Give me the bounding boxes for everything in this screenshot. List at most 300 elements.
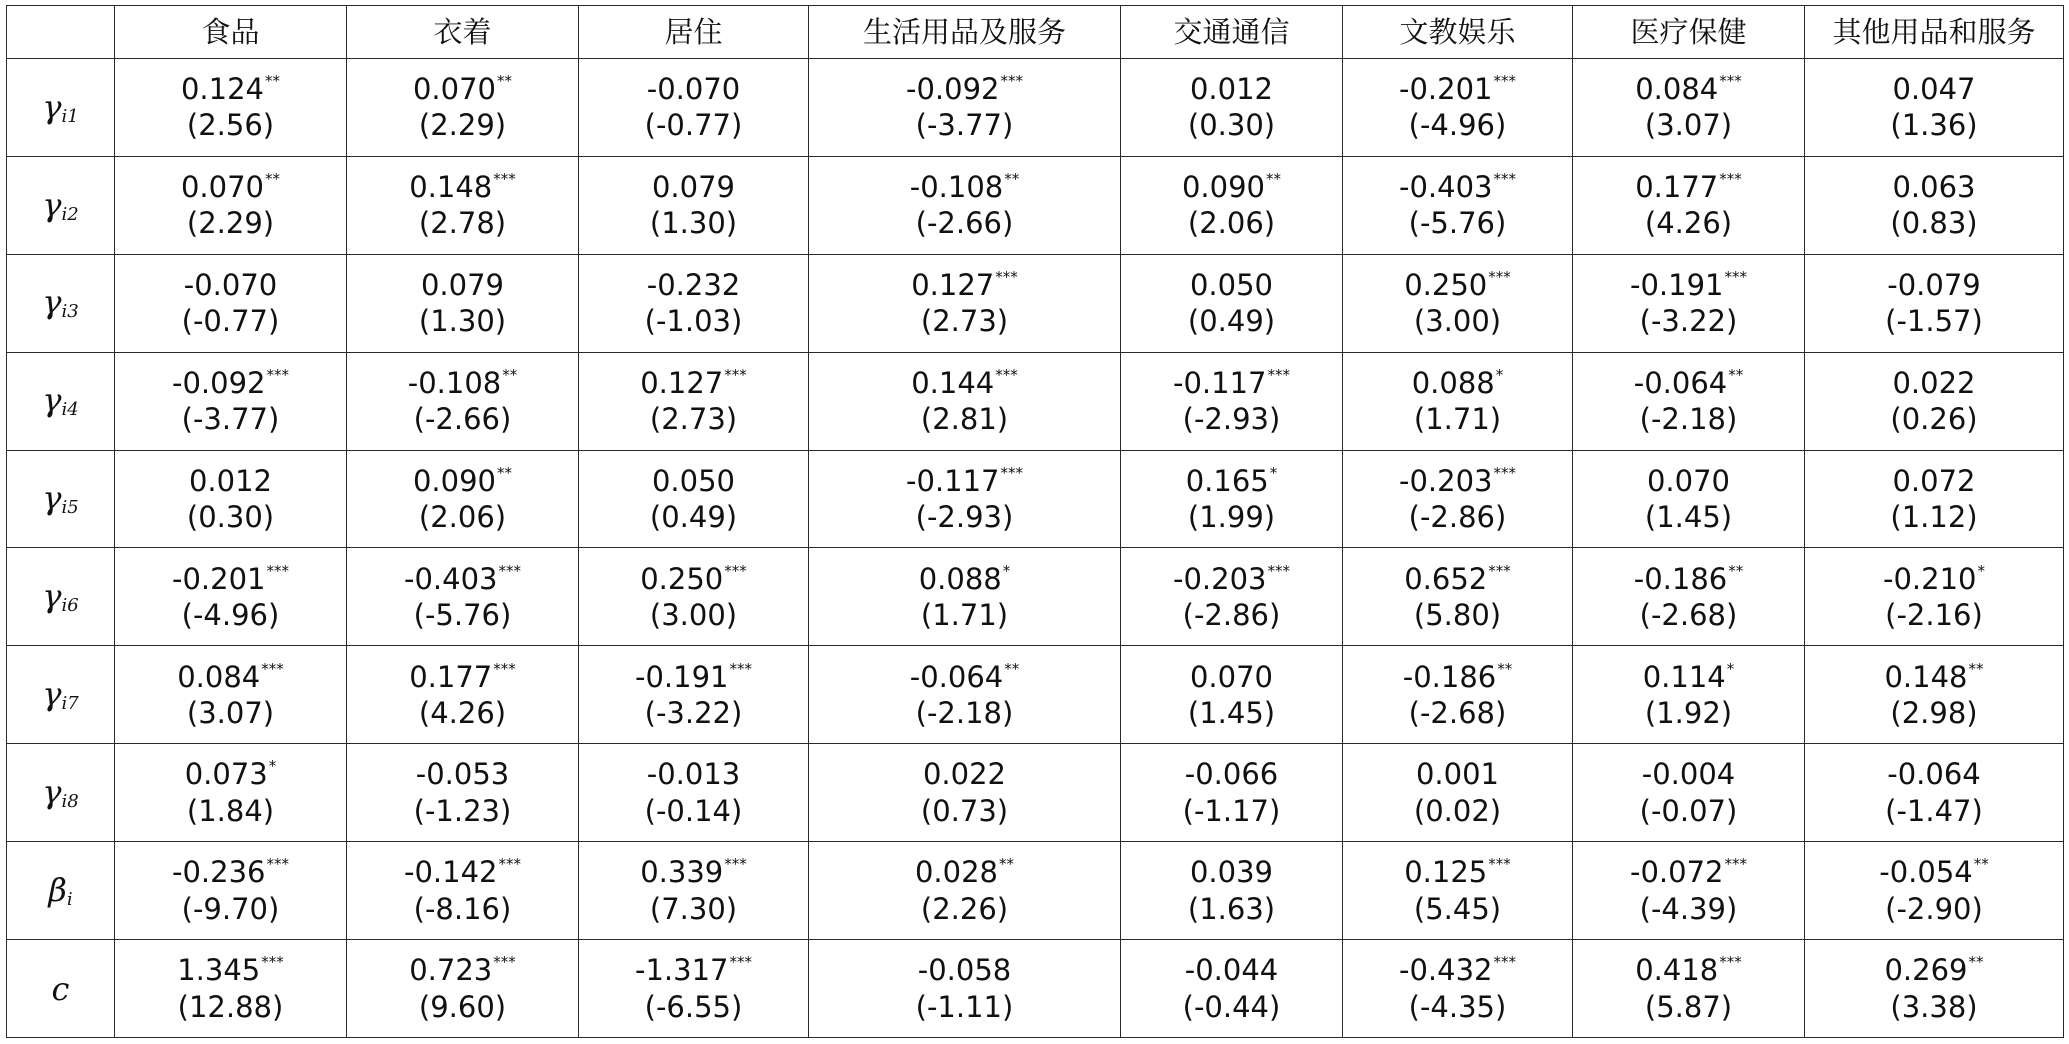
coefficient-value: 0.339 bbox=[640, 855, 724, 890]
coefficient-value: -0.072 bbox=[1630, 855, 1724, 890]
coefficient-line bbox=[115, 561, 346, 597]
coefficient-line bbox=[579, 169, 808, 205]
estimate-cell bbox=[1343, 156, 1573, 254]
t-statistic: (5.45) bbox=[1413, 891, 1502, 926]
t-statistic: (1.12) bbox=[1890, 500, 1978, 534]
coefficient-value: -0.232 bbox=[646, 267, 741, 302]
coefficient-value: -0.142 bbox=[404, 855, 498, 890]
coefficient-line bbox=[347, 756, 578, 792]
coefficient-line bbox=[1121, 267, 1342, 303]
coefficient-value: 0.047 bbox=[1892, 72, 1976, 107]
coefficient-line bbox=[1343, 854, 1572, 890]
t-statistic: (-2.93) bbox=[915, 500, 1014, 534]
estimate-cell bbox=[1343, 254, 1573, 352]
coefficient-line bbox=[1805, 463, 2063, 499]
coefficient-value: -0.236 bbox=[172, 855, 266, 890]
coefficient-line bbox=[809, 365, 1120, 401]
coefficient-value: -0.044 bbox=[1184, 953, 1279, 988]
regression-table-container bbox=[6, 5, 2063, 1038]
estimate-cell bbox=[1121, 450, 1343, 548]
significance-stars: ** bbox=[502, 365, 518, 384]
coefficient-value: 0.148 bbox=[1884, 659, 1968, 694]
estimate-cell bbox=[579, 254, 809, 352]
t-statistic: (2.73) bbox=[920, 304, 1009, 339]
t-statistic: (2.06) bbox=[1187, 206, 1276, 241]
t-statistic: (3.38) bbox=[1890, 989, 1978, 1024]
estimate-cell bbox=[1805, 254, 2064, 352]
significance-stars: *** bbox=[1493, 953, 1516, 972]
significance-stars: *** bbox=[1267, 561, 1290, 580]
t-statistic: (-4.35) bbox=[1408, 989, 1507, 1024]
estimate-cell bbox=[579, 548, 809, 646]
t-statistic: (1.71) bbox=[920, 597, 1009, 632]
coefficient-value: -0.403 bbox=[1399, 170, 1493, 205]
coefficient-line bbox=[1805, 659, 2063, 695]
coefficient-line bbox=[1343, 169, 1572, 205]
coefficient-line bbox=[1805, 267, 2063, 303]
estimate-cell bbox=[809, 156, 1121, 254]
estimate-cell bbox=[579, 940, 809, 1038]
estimate-cell bbox=[347, 156, 579, 254]
coefficient-line bbox=[1573, 267, 1804, 303]
coefficient-value: 0.250 bbox=[1404, 267, 1488, 302]
estimate-cell bbox=[1573, 450, 1805, 548]
estimate-cell bbox=[347, 744, 579, 842]
estimate-cell bbox=[347, 646, 579, 744]
table-row bbox=[7, 352, 2064, 450]
estimate-cell bbox=[115, 744, 347, 842]
t-statistic: (-0.14) bbox=[644, 793, 743, 828]
t-statistic: (-1.03) bbox=[644, 304, 743, 339]
row-label bbox=[7, 59, 115, 157]
coefficient-value: -0.186 bbox=[1633, 561, 1728, 596]
t-statistic: (-3.22) bbox=[1639, 304, 1738, 339]
coefficient-line bbox=[1121, 463, 1342, 499]
row-label-subscript: i bbox=[66, 888, 73, 910]
estimate-cell bbox=[579, 842, 809, 940]
estimate-cell bbox=[115, 940, 347, 1038]
estimate-cell bbox=[1343, 646, 1573, 744]
estimate-cell bbox=[809, 450, 1121, 548]
row-label bbox=[7, 352, 115, 450]
coefficient-line bbox=[809, 267, 1120, 303]
estimate-cell bbox=[1805, 940, 2064, 1038]
t-statistic: (1.30) bbox=[418, 304, 507, 339]
coefficient-value: 0.039 bbox=[1189, 855, 1274, 890]
significance-stars: ** bbox=[1004, 170, 1020, 189]
estimate-cell bbox=[1121, 842, 1343, 940]
t-statistic: (-3.22) bbox=[644, 695, 743, 730]
coefficient-value: -0.053 bbox=[415, 757, 510, 792]
column-header: 衣着 bbox=[347, 6, 579, 59]
coefficient-line bbox=[347, 267, 578, 303]
significance-stars: *** bbox=[1493, 170, 1516, 189]
estimate-cell bbox=[1573, 352, 1805, 450]
row-label bbox=[7, 450, 115, 548]
estimate-cell bbox=[579, 450, 809, 548]
significance-stars: * bbox=[1726, 659, 1735, 678]
coefficient-line bbox=[1805, 854, 2063, 890]
significance-stars: ** bbox=[1266, 170, 1282, 189]
estimate-cell bbox=[347, 59, 579, 157]
coefficient-line bbox=[1121, 71, 1342, 107]
regression-table bbox=[6, 5, 2064, 1038]
coefficient-line bbox=[579, 854, 808, 890]
estimate-cell bbox=[1121, 744, 1343, 842]
row-label-subscript: i5 bbox=[61, 497, 79, 519]
significance-stars: *** bbox=[261, 953, 284, 972]
coefficient-value: -0.013 bbox=[646, 757, 741, 792]
coefficient-value: 0.090 bbox=[412, 463, 497, 498]
t-statistic: (0.02) bbox=[1413, 793, 1502, 828]
estimate-cell bbox=[1573, 842, 1805, 940]
estimate-cell bbox=[1805, 744, 2064, 842]
coefficient-line bbox=[809, 169, 1120, 205]
coefficient-line bbox=[1573, 365, 1804, 401]
significance-stars: * bbox=[1495, 365, 1504, 384]
t-statistic: (0.26) bbox=[1890, 402, 1978, 437]
t-statistic: (-0.07) bbox=[1639, 793, 1738, 828]
significance-stars: *** bbox=[1493, 72, 1516, 91]
t-statistic: (-0.77) bbox=[181, 304, 280, 339]
estimate-cell bbox=[809, 940, 1121, 1038]
row-label-symbol: γ bbox=[42, 185, 62, 224]
coefficient-value: -0.070 bbox=[646, 72, 741, 107]
coefficient-line bbox=[1121, 365, 1342, 401]
t-statistic: (5.87) bbox=[1644, 989, 1733, 1024]
coefficient-value: -0.203 bbox=[1399, 463, 1493, 498]
coefficient-line bbox=[1343, 463, 1572, 499]
t-statistic: (-2.93) bbox=[1182, 402, 1281, 437]
estimate-cell bbox=[1343, 842, 1573, 940]
significance-stars: *** bbox=[266, 561, 289, 580]
significance-stars: *** bbox=[724, 855, 747, 874]
table-row bbox=[7, 450, 2064, 548]
row-label-symbol: γ bbox=[42, 381, 62, 420]
significance-stars: *** bbox=[729, 659, 752, 678]
coefficient-value: -0.201 bbox=[1399, 72, 1493, 107]
table-row bbox=[7, 940, 2064, 1038]
header-row bbox=[7, 6, 2064, 59]
estimate-cell bbox=[347, 548, 579, 646]
table-row bbox=[7, 744, 2064, 842]
significance-stars: *** bbox=[724, 561, 747, 580]
table-row bbox=[7, 254, 2064, 352]
coefficient-line bbox=[579, 561, 808, 597]
row-label-subscript: i8 bbox=[61, 790, 79, 812]
coefficient-value: -0.079 bbox=[1887, 267, 1981, 302]
significance-stars: *** bbox=[729, 953, 752, 972]
coefficient-line bbox=[1573, 71, 1804, 107]
coefficient-line bbox=[809, 659, 1120, 695]
significance-stars: ** bbox=[1973, 855, 1989, 874]
coefficient-line bbox=[809, 463, 1120, 499]
coefficient-value: -0.201 bbox=[172, 561, 266, 596]
coefficient-line bbox=[1343, 659, 1572, 695]
significance-stars: *** bbox=[724, 365, 747, 384]
t-statistic: (2.98) bbox=[1890, 695, 1978, 730]
t-statistic: (0.49) bbox=[649, 500, 738, 534]
coefficient-value: -0.108 bbox=[909, 170, 1004, 205]
coefficient-value: 0.070 bbox=[1646, 463, 1731, 498]
estimate-cell bbox=[1573, 646, 1805, 744]
estimate-cell bbox=[115, 548, 347, 646]
row-label-symbol: γ bbox=[42, 479, 62, 518]
t-statistic: (-2.86) bbox=[1182, 597, 1281, 632]
coefficient-line bbox=[579, 756, 808, 792]
coefficient-value: 0.124 bbox=[180, 72, 265, 107]
coefficient-line bbox=[1573, 561, 1804, 597]
coefficient-line bbox=[1805, 169, 2063, 205]
coefficient-value: 0.028 bbox=[914, 855, 999, 890]
estimate-cell bbox=[1805, 646, 2064, 744]
coefficient-line bbox=[579, 463, 808, 499]
coefficient-line bbox=[1121, 659, 1342, 695]
t-statistic: (5.80) bbox=[1413, 597, 1502, 632]
coefficient-value: 0.088 bbox=[1411, 365, 1495, 400]
coefficient-value: 0.063 bbox=[1892, 170, 1976, 205]
t-statistic: (-3.77) bbox=[915, 108, 1014, 143]
coefficient-line bbox=[347, 169, 578, 205]
estimate-cell bbox=[115, 352, 347, 450]
row-label bbox=[7, 842, 115, 940]
significance-stars: *** bbox=[1724, 855, 1747, 874]
t-statistic: (-1.17) bbox=[1182, 793, 1281, 828]
significance-stars: *** bbox=[1493, 463, 1516, 482]
significance-stars: ** bbox=[265, 170, 281, 189]
coefficient-line bbox=[115, 365, 346, 401]
coefficient-line bbox=[115, 267, 346, 303]
t-statistic: (-5.76) bbox=[413, 597, 512, 632]
coefficient-line bbox=[1573, 952, 1804, 988]
significance-stars: *** bbox=[1488, 561, 1511, 580]
column-header: 医疗保健 bbox=[1573, 6, 1805, 59]
column-header: 文教娱乐 bbox=[1343, 6, 1573, 59]
table-row bbox=[7, 646, 2064, 744]
t-statistic: (-1.57) bbox=[1885, 304, 1983, 339]
row-label-subscript: i7 bbox=[61, 693, 79, 715]
column-header: 交通通信 bbox=[1121, 6, 1343, 59]
t-statistic: (1.71) bbox=[1413, 402, 1502, 437]
coefficient-line bbox=[115, 463, 346, 499]
column-header: 居住 bbox=[579, 6, 809, 59]
t-statistic: (2.73) bbox=[649, 402, 738, 437]
t-statistic: (1.36) bbox=[1890, 108, 1978, 143]
coefficient-value: -0.054 bbox=[1879, 855, 1973, 890]
coefficient-value: 0.090 bbox=[1181, 170, 1266, 205]
coefficient-value: 0.127 bbox=[640, 365, 724, 400]
coefficient-value: 0.177 bbox=[1635, 170, 1719, 205]
t-statistic: (0.30) bbox=[186, 500, 275, 534]
coefficient-line bbox=[115, 169, 346, 205]
significance-stars: *** bbox=[1719, 170, 1742, 189]
coefficient-value: -0.186 bbox=[1402, 659, 1497, 694]
significance-stars: *** bbox=[266, 855, 289, 874]
coefficient-line bbox=[1121, 952, 1342, 988]
coefficient-line bbox=[1805, 756, 2063, 792]
significance-stars: ** bbox=[497, 463, 513, 482]
row-label-symbol: β bbox=[48, 870, 67, 909]
coefficient-line bbox=[809, 756, 1120, 792]
coefficient-value: 0.050 bbox=[651, 463, 736, 498]
row-label-symbol: γ bbox=[42, 577, 62, 616]
significance-stars: ** bbox=[1497, 659, 1513, 678]
t-statistic: (-8.16) bbox=[413, 891, 512, 926]
header-corner-cell bbox=[7, 6, 115, 59]
coefficient-value: -0.210 bbox=[1883, 561, 1977, 596]
estimate-cell bbox=[347, 352, 579, 450]
t-statistic: (-1.11) bbox=[915, 989, 1014, 1024]
row-label-subscript: i3 bbox=[61, 301, 79, 323]
significance-stars: *** bbox=[1488, 267, 1511, 286]
estimate-cell bbox=[1343, 59, 1573, 157]
coefficient-value: 0.418 bbox=[1635, 953, 1719, 988]
coefficient-value: 0.084 bbox=[177, 659, 261, 694]
coefficient-value: -0.092 bbox=[906, 72, 1000, 107]
coefficient-value: -1.317 bbox=[635, 953, 729, 988]
t-statistic: (-6.55) bbox=[644, 989, 743, 1024]
t-statistic: (4.26) bbox=[1644, 206, 1733, 241]
coefficient-value: 0.114 bbox=[1642, 659, 1726, 694]
estimate-cell bbox=[1805, 450, 2064, 548]
coefficient-line bbox=[1573, 463, 1804, 499]
significance-stars: * bbox=[1269, 463, 1278, 482]
estimate-cell bbox=[1343, 940, 1573, 1038]
estimate-cell bbox=[1121, 254, 1343, 352]
coefficient-value: 0.084 bbox=[1635, 72, 1719, 107]
table-body bbox=[7, 59, 2064, 1038]
coefficient-line bbox=[1121, 854, 1342, 890]
t-statistic: (0.49) bbox=[1187, 304, 1276, 339]
estimate-cell bbox=[579, 156, 809, 254]
t-statistic: (-3.77) bbox=[181, 402, 280, 437]
row-label-symbol: γ bbox=[42, 283, 62, 322]
coefficient-value: 1.345 bbox=[177, 953, 261, 988]
significance-stars: *** bbox=[1000, 72, 1023, 91]
estimate-cell bbox=[1121, 59, 1343, 157]
coefficient-value: 0.148 bbox=[409, 170, 493, 205]
significance-stars: ** bbox=[265, 72, 281, 91]
coefficient-value: -0.070 bbox=[183, 267, 278, 302]
significance-stars: *** bbox=[498, 855, 521, 874]
t-statistic: (1.45) bbox=[1187, 695, 1276, 730]
estimate-cell bbox=[1573, 156, 1805, 254]
estimate-cell bbox=[1121, 352, 1343, 450]
coefficient-line bbox=[1343, 365, 1572, 401]
t-statistic: (-0.77) bbox=[644, 108, 743, 143]
t-statistic: (1.45) bbox=[1644, 500, 1733, 534]
coefficient-value: 0.177 bbox=[409, 659, 493, 694]
t-statistic: (-0.44) bbox=[1182, 989, 1281, 1024]
t-statistic: (-5.76) bbox=[1408, 206, 1507, 241]
coefficient-value: -0.117 bbox=[1173, 365, 1267, 400]
coefficient-line bbox=[1343, 267, 1572, 303]
coefficient-line bbox=[347, 659, 578, 695]
significance-stars: *** bbox=[261, 659, 284, 678]
estimate-cell bbox=[1121, 940, 1343, 1038]
coefficient-line bbox=[1573, 756, 1804, 792]
estimate-cell bbox=[809, 744, 1121, 842]
estimate-cell bbox=[579, 646, 809, 744]
estimate-cell bbox=[809, 842, 1121, 940]
coefficient-line bbox=[1343, 561, 1572, 597]
table-row bbox=[7, 156, 2064, 254]
coefficient-value: 0.125 bbox=[1404, 855, 1488, 890]
coefficient-value: 0.072 bbox=[1892, 463, 1976, 498]
coefficient-value: 0.070 bbox=[180, 170, 265, 205]
t-statistic: (7.30) bbox=[649, 891, 738, 926]
t-statistic: (-1.47) bbox=[1885, 793, 1983, 828]
coefficient-value: -0.066 bbox=[1184, 757, 1279, 792]
coefficient-line bbox=[347, 365, 578, 401]
t-statistic: (1.84) bbox=[186, 793, 275, 828]
significance-stars: ** bbox=[1728, 561, 1744, 580]
estimate-cell bbox=[809, 59, 1121, 157]
t-statistic: (3.07) bbox=[186, 695, 275, 730]
coefficient-value: 0.269 bbox=[1884, 953, 1968, 988]
t-statistic: (-2.18) bbox=[915, 695, 1014, 730]
coefficient-value: -0.064 bbox=[909, 659, 1004, 694]
t-statistic: (3.00) bbox=[1413, 304, 1502, 339]
coefficient-value: 0.073 bbox=[184, 757, 268, 792]
significance-stars: *** bbox=[493, 659, 516, 678]
estimate-cell bbox=[1805, 842, 2064, 940]
estimate-cell bbox=[1573, 59, 1805, 157]
coefficient-line bbox=[579, 267, 808, 303]
t-statistic: (1.30) bbox=[649, 206, 738, 241]
table-row bbox=[7, 548, 2064, 646]
t-statistic: (4.26) bbox=[418, 695, 507, 730]
coefficient-line bbox=[347, 561, 578, 597]
t-statistic: (-4.39) bbox=[1639, 891, 1738, 926]
coefficient-value: -0.064 bbox=[1633, 365, 1728, 400]
coefficient-line bbox=[1343, 952, 1572, 988]
estimate-cell bbox=[115, 450, 347, 548]
coefficient-line bbox=[809, 952, 1120, 988]
coefficient-value: 0.127 bbox=[911, 267, 995, 302]
estimate-cell bbox=[809, 548, 1121, 646]
estimate-cell bbox=[579, 744, 809, 842]
significance-stars: *** bbox=[1719, 72, 1742, 91]
estimate-cell bbox=[1805, 156, 2064, 254]
column-header: 生活用品及服务 bbox=[809, 6, 1121, 59]
coefficient-line bbox=[579, 71, 808, 107]
t-statistic: (-2.18) bbox=[1639, 402, 1738, 437]
row-label-subscript: i4 bbox=[61, 399, 79, 421]
row-label bbox=[7, 254, 115, 352]
significance-stars: * bbox=[268, 757, 277, 776]
t-statistic: (-2.68) bbox=[1408, 695, 1507, 730]
t-statistic: (-2.16) bbox=[1885, 597, 1983, 632]
row-label-subscript: i1 bbox=[61, 105, 79, 127]
coefficient-value: 0.652 bbox=[1404, 561, 1488, 596]
coefficient-line bbox=[115, 756, 346, 792]
coefficient-value: 0.022 bbox=[1892, 365, 1976, 400]
coefficient-line bbox=[809, 561, 1120, 597]
significance-stars: * bbox=[1002, 561, 1011, 580]
row-label-subscript: i2 bbox=[61, 203, 79, 225]
t-statistic: (2.81) bbox=[920, 402, 1009, 437]
coefficient-value: 0.070 bbox=[1189, 659, 1274, 694]
significance-stars: *** bbox=[1488, 855, 1511, 874]
estimate-cell bbox=[1343, 450, 1573, 548]
coefficient-value: 0.050 bbox=[1189, 267, 1274, 302]
significance-stars: ** bbox=[1968, 659, 1984, 678]
t-statistic: (9.60) bbox=[418, 989, 507, 1024]
coefficient-value: 0.012 bbox=[188, 463, 273, 498]
estimate-cell bbox=[809, 352, 1121, 450]
significance-stars: *** bbox=[493, 170, 516, 189]
